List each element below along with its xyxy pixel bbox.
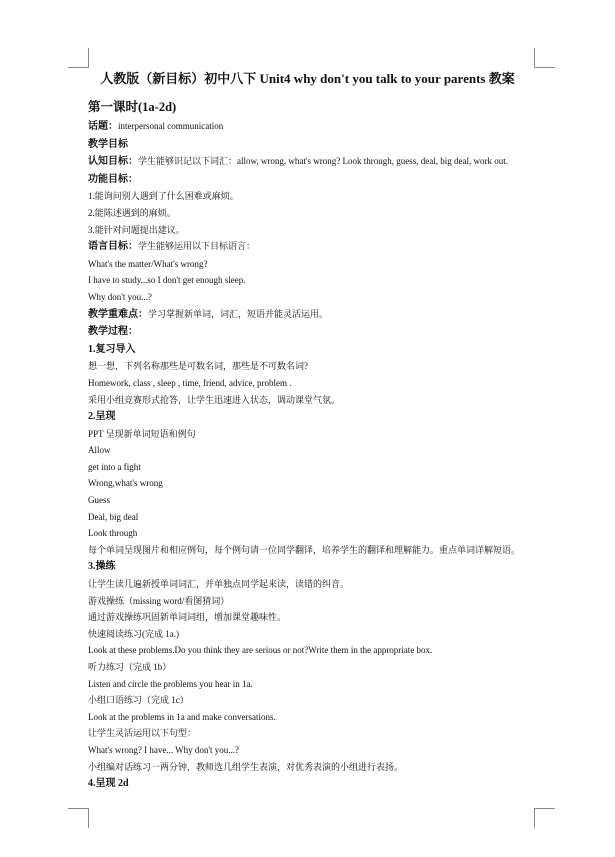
crop-mark <box>534 48 535 68</box>
text-line <box>88 459 538 476</box>
line-text: 快速阅读练习(完成 1a.) <box>88 628 179 639</box>
line-text: 听力练习（完成 1b） <box>88 662 172 672</box>
text-line <box>88 725 538 742</box>
text-line <box>88 709 538 726</box>
text-line <box>88 626 538 643</box>
text-line <box>88 525 538 542</box>
line-text: 学生能够识记以下词汇：allow, wrong, what's wrong? Look through, guess, deal, big deal, work out. <box>138 156 508 167</box>
line-text: Why don't you...? <box>88 291 152 302</box>
text-line <box>88 676 538 693</box>
line-text: Wrong,what's wrong <box>88 478 163 489</box>
text-line <box>88 153 538 171</box>
line-text: PPT 呈现新单词短语和例句 <box>88 428 196 439</box>
heading-text: 1.复习导入 <box>88 343 136 355</box>
line-text: What's the matter/What's wrong? <box>88 258 208 269</box>
line-text: 游戏操练（missing word/看图猜词） <box>88 595 230 606</box>
text-line <box>88 509 538 526</box>
text-line <box>88 392 538 409</box>
heading-text: 教学目标 <box>88 138 128 150</box>
section-heading <box>88 775 538 793</box>
text-line <box>88 542 538 559</box>
field-label: 认知目标： <box>88 156 138 168</box>
line-text: Guess <box>88 495 110 506</box>
section-heading <box>88 341 538 359</box>
field-label: 语言目标： <box>88 241 138 253</box>
heading-text: 功能目标： <box>88 173 138 185</box>
line-text: 学习掌握新单词，词汇，短语并能灵活运用。 <box>148 308 329 319</box>
section-heading <box>88 408 538 426</box>
heading-text: 2.呈现 <box>88 411 116 423</box>
text-line <box>88 442 538 459</box>
line-text: 让学生灵活运用以下句型： <box>88 728 197 739</box>
crop-mark <box>534 808 535 828</box>
document-body <box>88 98 538 793</box>
line-text: 通过游戏操练巩固新单词词组，增加课堂趣味性。 <box>88 612 287 623</box>
text-line <box>88 358 538 375</box>
heading-text: 4.呈现 2d <box>88 778 129 790</box>
line-text: 3.能针对问题提出建议。 <box>88 224 185 235</box>
crop-mark <box>68 808 88 809</box>
text-line <box>88 642 538 659</box>
section-title: 第一课时(1a-2d) <box>88 100 177 114</box>
text-line <box>88 475 538 492</box>
text-line <box>88 692 538 709</box>
line-text: Homework, class , sleep , time, friend, advice, problem . <box>88 377 292 388</box>
heading-text: 教学过程： <box>88 326 138 338</box>
line-text: 让学生读几遍新授单词词汇，并单独点同学起来读，读错的纠音。 <box>88 579 350 590</box>
crop-mark <box>535 808 555 809</box>
line-text: get into a fight <box>88 461 141 472</box>
text-line <box>88 609 538 626</box>
line-text: 学生能够运用以下目标语言： <box>138 241 256 252</box>
line-text: interpersonal communication <box>118 121 224 131</box>
line-text: 小组编对话练习一两分钟，教师选几组学生表演，对优秀表演的小组进行表扬。 <box>88 761 404 772</box>
crop-mark <box>88 48 89 68</box>
text-line <box>88 306 538 324</box>
section-heading <box>88 136 538 154</box>
line-text: 小组口语练习（完成 1c） <box>88 695 189 706</box>
text-line <box>88 576 538 593</box>
line-text: Look at these problems.Do you think they are serious or not?Write them in the appropriate box. <box>88 645 433 656</box>
text-line <box>88 238 538 256</box>
line-text: 想一想，下列名称那些是可数名词，那些是不可数名词? <box>88 361 308 372</box>
section-heading <box>88 558 538 576</box>
section-heading <box>88 171 538 189</box>
line-text: Look through <box>88 528 138 539</box>
line-text: 每个单词呈现图片和相应例句，每个例句请一位同学翻译，培养学生的翻译和理解能力。重点单词详解短语。 <box>88 544 521 555</box>
line-text: 1.能询问别人遇到了什么困难或麻烦。 <box>88 191 239 202</box>
text-line <box>88 426 538 443</box>
field-label: 话题： <box>88 121 118 132</box>
line-text: 2.能陈述遇到的麻烦。 <box>88 207 176 218</box>
line-text: Allow <box>88 445 111 456</box>
text-line <box>88 205 538 222</box>
heading-text: 3.操练 <box>88 561 116 573</box>
text-line <box>88 289 538 306</box>
text-line <box>88 593 538 610</box>
line-text: 采用小组竞赛形式抢答，让学生迅速进入状态，调动课堂气氛。 <box>88 394 341 405</box>
text-line <box>88 118 538 136</box>
text-line <box>88 256 538 273</box>
text-line <box>88 659 538 676</box>
line-text: Look at the problems in 1a and make conversations. <box>88 711 276 722</box>
field-label: 教学重难点： <box>88 308 148 320</box>
body-lines <box>88 118 538 793</box>
line-text: Deal, big deal <box>88 511 139 522</box>
text-line <box>88 742 538 759</box>
line-text: What's wrong? I have... Why don't you...? <box>88 744 240 755</box>
line-text: Listen and circle the problems you hear in 1a. <box>88 678 253 689</box>
text-line <box>88 375 538 392</box>
crop-mark <box>88 808 89 828</box>
text-line <box>88 492 538 509</box>
section-heading <box>88 323 538 341</box>
text-line <box>88 759 538 776</box>
line-text: I have to study...so I don't get enough sleep. <box>88 275 246 286</box>
text-line <box>88 272 538 289</box>
document-title: 人教版（新目标）初中八下 Unit4 why don't you talk to your parents 教案 <box>100 71 515 86</box>
text-line <box>88 188 538 205</box>
text-line <box>88 222 538 239</box>
